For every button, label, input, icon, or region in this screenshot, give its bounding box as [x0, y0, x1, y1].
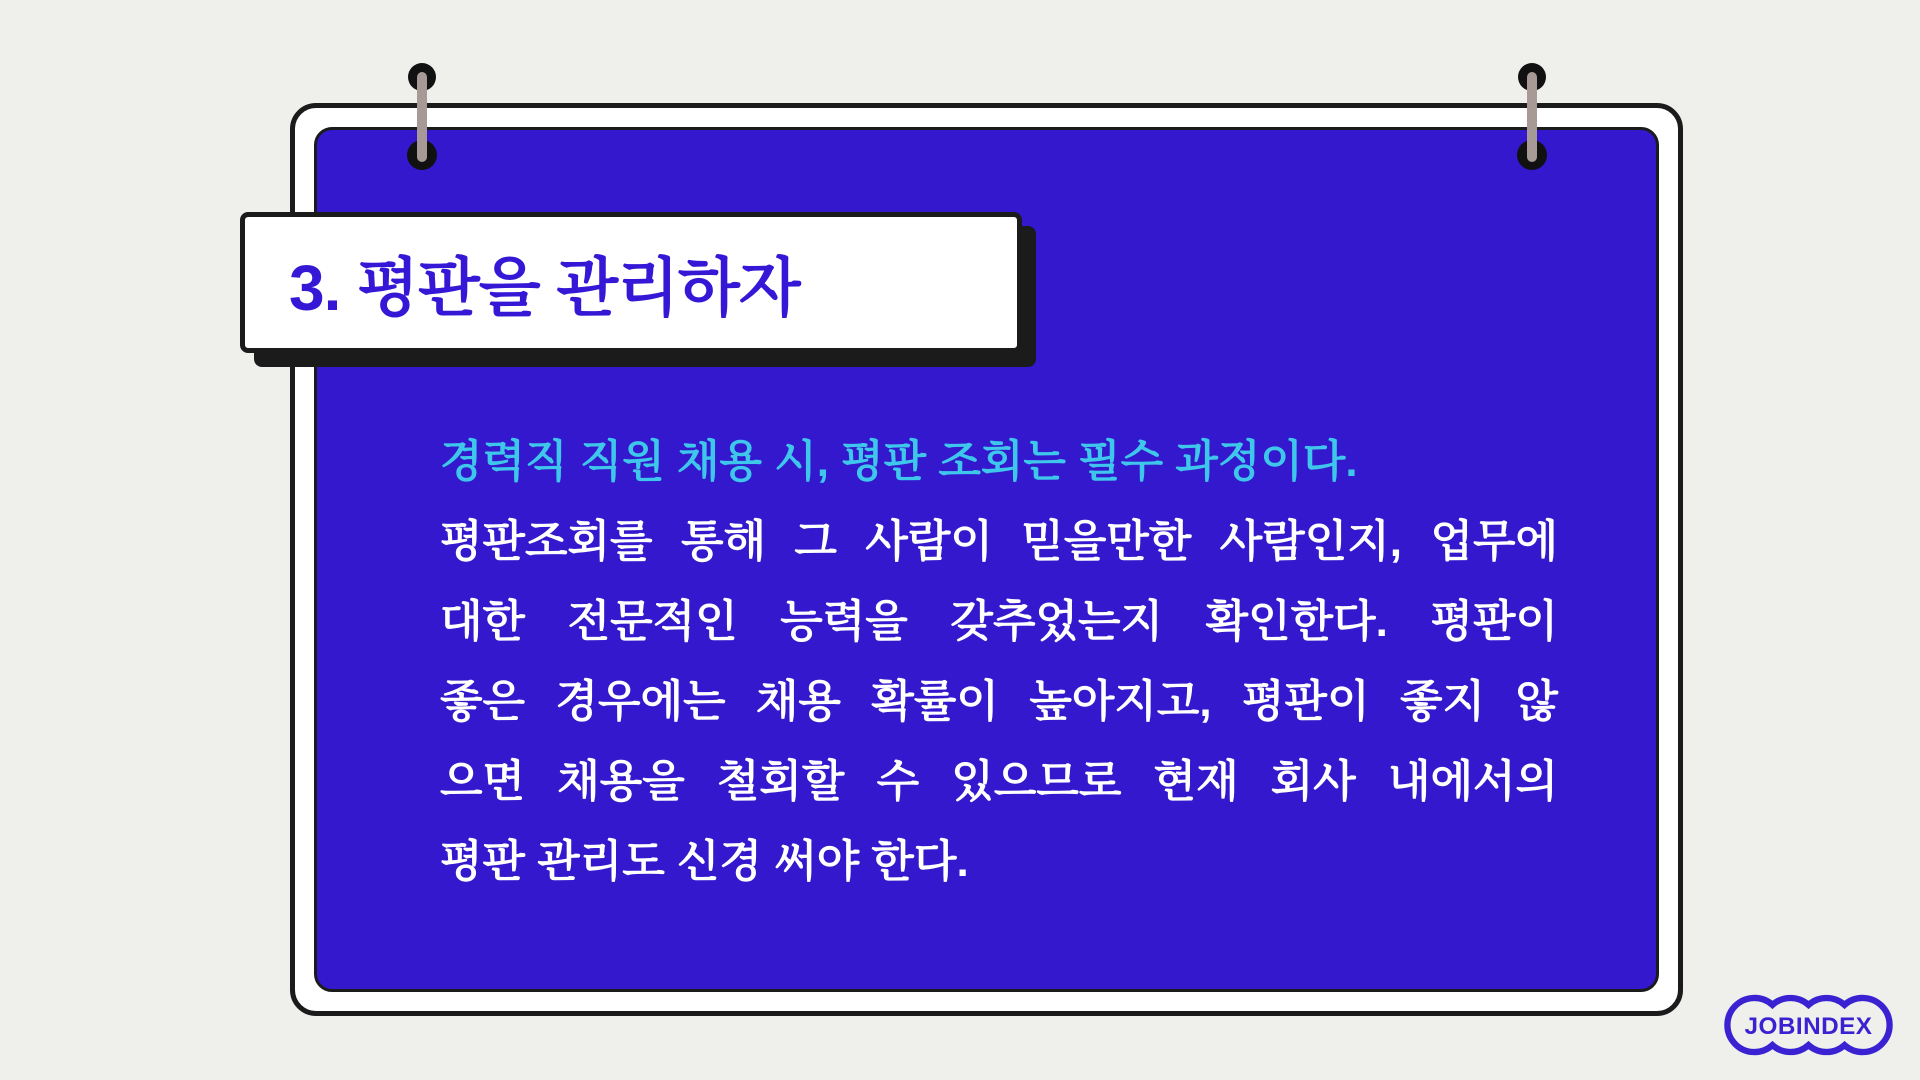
jobindex-cloud-icon — [1722, 993, 1895, 1057]
body-line: 평판조회를 통해 그 사람이 믿을만한 사람인지, 업무에 — [440, 517, 1558, 566]
page-title: 3. 평판을 관리하자 — [289, 251, 800, 324]
body-line-highlight: 경력직 직원 채용 시, 평판 조회는 필수 과정이다. — [440, 437, 1358, 486]
jobindex-logo-text: JOBINDEX — [1744, 1013, 1873, 1041]
body-line: 대한 전문적인 능력을 갖추었는지 확인한다. 평판이 — [440, 597, 1558, 646]
title-card — [240, 212, 1022, 353]
pin-left-icon — [404, 60, 440, 180]
pin-right-icon — [1514, 60, 1550, 180]
pin-stem-icon — [417, 72, 427, 162]
jobindex-logo — [1722, 993, 1895, 1057]
body-text-block — [440, 422, 1558, 902]
body-line: 으면 채용을 철회할 수 있으므로 현재 회사 내에서의 — [440, 757, 1558, 806]
body-line: 좋은 경우에는 채용 확률이 높아지고, 평판이 좋지 않 — [440, 677, 1558, 726]
body-line: 평판 관리도 신경 써야 한다. — [440, 837, 969, 886]
pin-stem-icon — [1527, 72, 1537, 162]
